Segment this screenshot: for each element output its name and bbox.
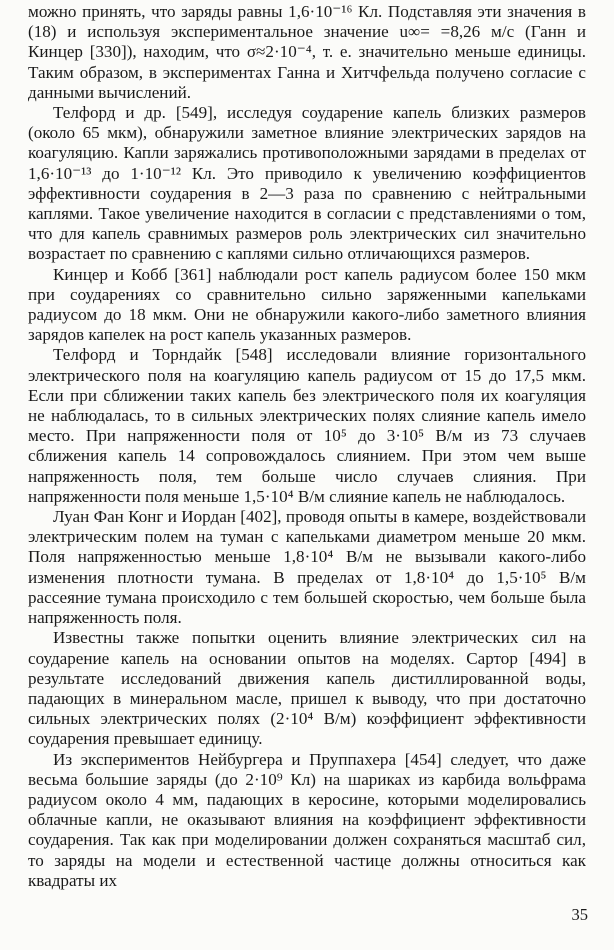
- paragraph-1: можно принять, что заряды равны 1,6·10⁻¹⁶ Кл. Подставляя эти значения в (18) и используя экспериментальное значение u∞= =8,26 м/с (Ганн и Кинцер [330]), находим, что σ≈2·10⁻⁴, т. е. значительно меньше единицы. Таким образом, в экспериментах Ганна и Хитчфельда получено согласие с данными вычислений.: [28, 2, 586, 102]
- paragraph-2: Телфорд и др. [549], исследуя соударение капель близких размеров (около 65 мкм), обнаружили заметное влияние электрических зарядов на коагуляцию. Капли заряжались противоположными зарядами в пределах от 1,6·10⁻¹³ до 1·10⁻¹² Кл. Это приводило к увеличению коэффициентов эффективности соударения в 2—3 раза по сравнению с нейтральными каплями. Такое увеличение находится в согласии с представлениями о том, что для капель сравнимых размеров роль электрических сил значительно возрастает по сравнению с каплями сильно отличающихся размеров.: [28, 103, 586, 264]
- paragraph-6: Известны также попытки оценить влияние электрических сил на соударение капель на основании опытов на моделях. Сартор [494] в результате исследований движения капель дистиллированной воды, падающих в минеральном масле, пришел к выводу, что при достаточно сильных электрических полях (2·10⁴ В/м) коэффициент эффективности соударения превышает единицу.: [28, 628, 586, 749]
- paragraph-3: Кинцер и Кобб [361] наблюдали рост капель радиусом более 150 мкм при соударениях со сравнительно сильно заряженными капельками радиусом до 18 мкм. Они не обнаружили какого-либо заметного влияния зарядов капелек на рост капель указанных размеров.: [28, 264, 586, 345]
- paragraph-4: Телфорд и Торндайк [548] исследовали влияние горизонтального электрического поля на коагуляцию капель радиусом от 15 до 17,5 мкм. Если при сближении таких капель без электрического поля их коагуляция не наблюдалась, то в сильных электрических полях слияние капель имело место. При напряженности поля от 10⁵ до 3·10⁵ В/м из 73 случаев сближения капель 14 сопровождалось слиянием. При этом чем выше напряженность поля, тем больше число случаев слияния. При напряженности поля меньше 1,5·10⁴ В/м слияние капель не наблюдалось.: [28, 345, 586, 506]
- paragraph-7: Из экспериментов Нейбургера и Пруппахера [454] следует, что даже весьма большие заряды (до 2·10⁹ Кл) на шариках из карбида вольфрама радиусом около 4 мм, падающих в керосине, которыми моделировались облачные капли, не оказывают влияния на коэффициент эффективности соударения. Так как при моделировании должен сохраняться масштаб сил, то заряды на модели и естественной частице должны относиться как квадраты их: [28, 749, 586, 890]
- paragraph-5: Луан Фан Конг и Иордан [402], проводя опыты в камере, воздействовали электрическим полем на туман с капельками диаметром меньше 20 мкм. Поля напряженностью меньше 1,8·10⁴ В/м не вызывали какого-либо изменения плотности тумана. В пределах от 1,8·10⁴ до 1,5·10⁵ В/м рассеяние тумана происходило с тем большей скоростью, чем больше была напряженность поля.: [28, 507, 586, 628]
- page-number: 35: [571, 905, 588, 924]
